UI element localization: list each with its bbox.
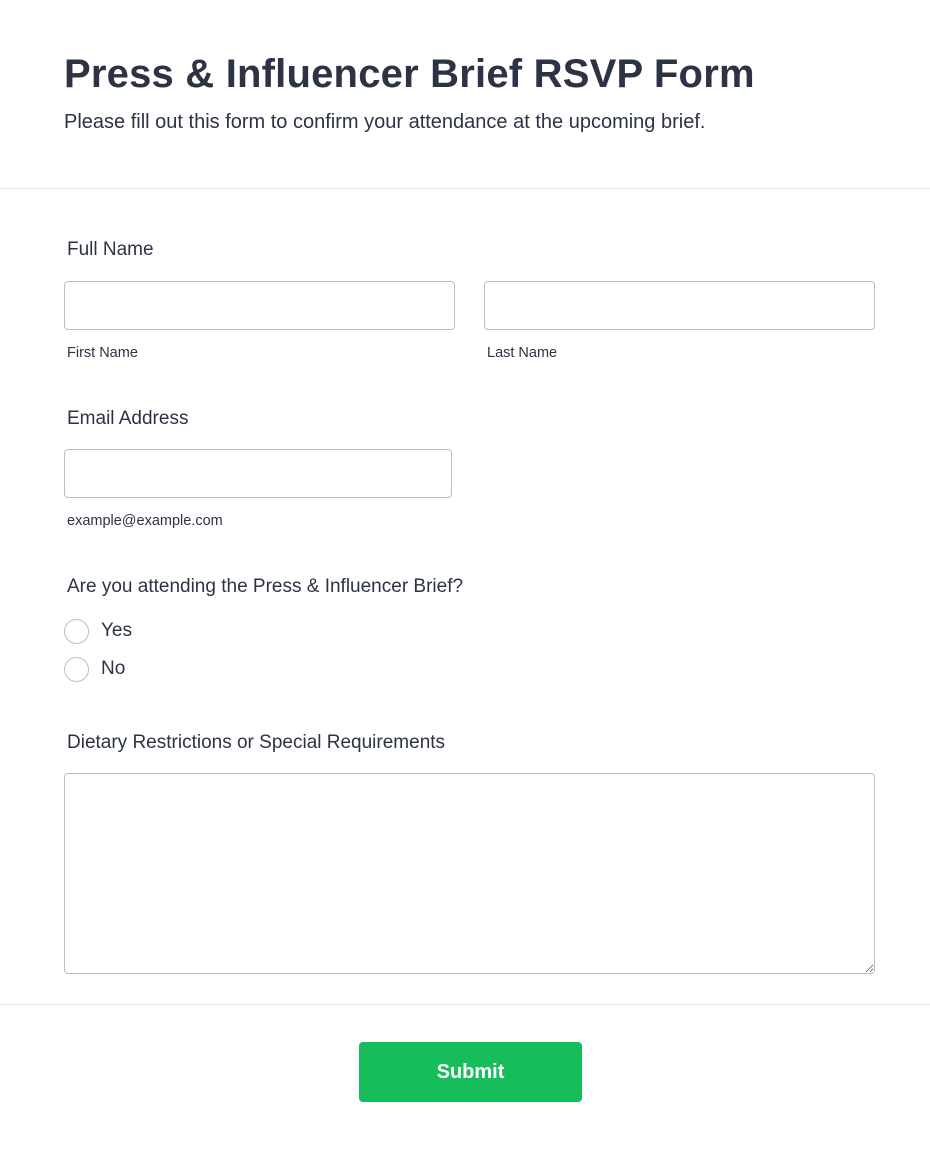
radio-option-no[interactable] [64, 656, 125, 682]
last-name-input[interactable] [484, 281, 875, 330]
submit-button[interactable]: Submit [359, 1042, 582, 1102]
last-name-sublabel: Last Name [487, 345, 558, 361]
radio-label-yes[interactable]: Yes [101, 620, 132, 641]
radio-label-no[interactable]: No [101, 658, 126, 679]
full-name-label: Full Name [67, 239, 154, 260]
email-sublabel: example@example.com [67, 513, 223, 529]
first-name-sublabel: First Name [67, 345, 138, 361]
attending-label: Are you attending the Press & Influencer Brief? [67, 576, 464, 597]
dietary-label: Dietary Restrictions or Special Requirements [67, 732, 446, 753]
first-name-input[interactable] [64, 281, 455, 330]
email-label: Email Address [67, 408, 189, 429]
page-title: Press & Influencer Brief RSVP Form [64, 52, 755, 96]
email-input[interactable] [64, 449, 452, 498]
radio-button-yes[interactable] [64, 619, 89, 644]
radio-option-yes[interactable] [64, 618, 132, 644]
dietary-textarea[interactable] [64, 773, 875, 974]
form-header [0, 0, 930, 189]
footer-divider [0, 1004, 930, 1005]
radio-button-no[interactable] [64, 657, 89, 682]
page-subtitle: Please fill out this form to confirm your attendance at the upcoming brief. [64, 111, 706, 133]
